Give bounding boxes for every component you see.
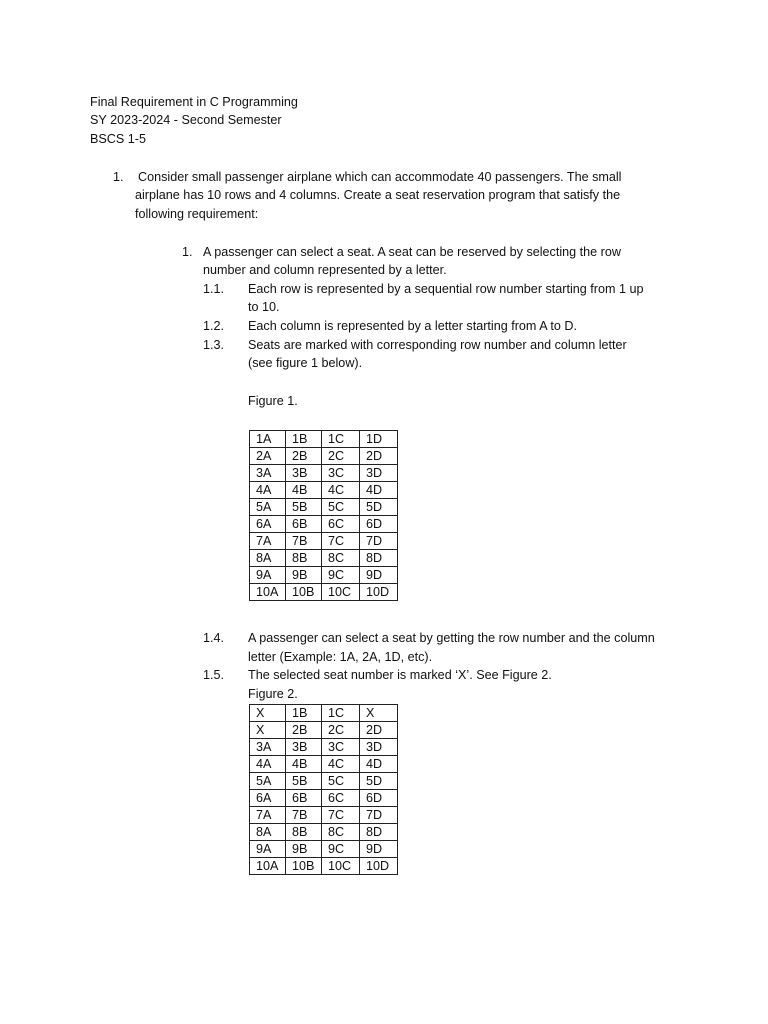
seat-cell: 3A: [250, 739, 286, 756]
semester-line: SY 2023-2024 - Second Semester: [90, 113, 282, 127]
subitem-number: 1.3.: [203, 338, 225, 352]
seat-cell: 8B: [286, 824, 322, 841]
seat-cell: 10A: [250, 858, 286, 875]
seat-cell: 2C: [322, 448, 360, 465]
seat-cell: 8D: [360, 824, 398, 841]
seat-cell: 5D: [360, 499, 398, 516]
seat-cell: 8A: [250, 550, 286, 567]
seat-cell: 9A: [250, 841, 286, 858]
subitem-line: A passenger can select a seat by getting the row number and the column: [248, 631, 655, 645]
seat-cell: 1A: [250, 431, 286, 448]
seat-cell: 1C: [322, 705, 360, 722]
subitem-line: Each row is represented by a sequential row number starting from 1 up: [248, 282, 644, 296]
problem-line: Consider small passenger airplane which can accommodate 40 passengers. The small: [138, 170, 622, 184]
subitem-number: 1.4.: [203, 631, 225, 645]
seat-row: [250, 516, 398, 533]
seat-row: [250, 739, 398, 756]
subitem-line: Seats are marked with corresponding row number and column letter: [248, 338, 627, 352]
subitem-line: Each column is represented by a letter starting from A to D.: [248, 319, 577, 333]
seat-cell: 2D: [360, 448, 398, 465]
seat-cell: 5B: [286, 773, 322, 790]
seat-cell: 7C: [322, 533, 360, 550]
seat-row: [250, 567, 398, 584]
seat-cell: 10C: [322, 584, 360, 601]
seat-row: [250, 465, 398, 482]
seat-cell: 4C: [322, 482, 360, 499]
seat-cell: 3A: [250, 465, 286, 482]
requirement-number: 1.: [182, 245, 193, 259]
seat-cell: 3D: [360, 465, 398, 482]
seat-cell: 10D: [360, 858, 398, 875]
subitem-line: letter (Example: 1A, 2A, 1D, etc).: [248, 650, 433, 664]
seat-cell: 7A: [250, 807, 286, 824]
problem-line: following requirement:: [135, 207, 259, 221]
seat-row: [250, 499, 398, 516]
seat-cell: 6B: [286, 790, 322, 807]
seat-cell: 3C: [322, 465, 360, 482]
seat-row: [250, 756, 398, 773]
figure2-caption: Figure 2.: [248, 687, 298, 701]
seat-cell: 1C: [322, 431, 360, 448]
seat-cell: 5D: [360, 773, 398, 790]
subitem-number: 1.1.: [203, 282, 225, 296]
seat-cell: 2D: [360, 722, 398, 739]
seat-row: [250, 841, 398, 858]
seat-cell: 1B: [286, 431, 322, 448]
seat-row: [250, 722, 398, 739]
seat-cell: 4B: [286, 482, 322, 499]
document-title: Final Requirement in C Programming: [90, 95, 298, 109]
seat-cell: 10D: [360, 584, 398, 601]
seat-cell: X: [360, 705, 398, 722]
seat-cell: 10B: [286, 858, 322, 875]
seat-row: [250, 807, 398, 824]
subitem-number: 1.2.: [203, 319, 225, 333]
seat-cell: X: [250, 722, 286, 739]
seat-cell: 1D: [360, 431, 398, 448]
seat-row: [250, 584, 398, 601]
seat-cell: 4A: [250, 756, 286, 773]
seat-cell: 3D: [360, 739, 398, 756]
seat-cell: 4A: [250, 482, 286, 499]
seat-cell: 2B: [286, 448, 322, 465]
seat-cell: 6C: [322, 516, 360, 533]
seat-cell: 10A: [250, 584, 286, 601]
seat-cell: 6D: [360, 516, 398, 533]
seat-cell: 9C: [322, 841, 360, 858]
seat-cell: 4C: [322, 756, 360, 773]
seat-row: [250, 448, 398, 465]
section-line: BSCS 1-5: [90, 132, 146, 146]
seat-cell: 3C: [322, 739, 360, 756]
seat-cell: 2B: [286, 722, 322, 739]
problem-number: 1.: [113, 170, 124, 184]
seat-cell: 5C: [322, 499, 360, 516]
seat-cell: 9D: [360, 841, 398, 858]
problem-line: airplane has 10 rows and 4 columns. Create a seat reservation program that satisfy the: [135, 188, 621, 202]
seat-cell: 4D: [360, 756, 398, 773]
seat-row: [250, 824, 398, 841]
seat-cell: 6A: [250, 790, 286, 807]
seat-cell: 2C: [322, 722, 360, 739]
seat-cell: 8C: [322, 824, 360, 841]
seat-cell: 10B: [286, 584, 322, 601]
requirement-line: number and column represented by a letter.: [203, 263, 447, 277]
figure1-seat-table: [249, 430, 398, 601]
seat-cell: 8A: [250, 824, 286, 841]
seat-cell: 5A: [250, 773, 286, 790]
seat-row: [250, 790, 398, 807]
seat-cell: 4D: [360, 482, 398, 499]
seat-row: [250, 482, 398, 499]
seat-cell: 7C: [322, 807, 360, 824]
seat-cell: 7D: [360, 807, 398, 824]
seat-row: [250, 533, 398, 550]
seat-cell: X: [250, 705, 286, 722]
figure2-seat-table: [249, 704, 398, 875]
seat-cell: 7A: [250, 533, 286, 550]
seat-cell: 9B: [286, 567, 322, 584]
seat-cell: 3B: [286, 465, 322, 482]
requirement-line: A passenger can select a seat. A seat can be reserved by selecting the row: [203, 245, 621, 259]
seat-cell: 6C: [322, 790, 360, 807]
seat-cell: 6D: [360, 790, 398, 807]
seat-cell: 9D: [360, 567, 398, 584]
subitem-number: 1.5.: [203, 668, 225, 682]
seat-cell: 7B: [286, 807, 322, 824]
seat-cell: 8C: [322, 550, 360, 567]
figure1-caption: Figure 1.: [248, 394, 298, 408]
seat-cell: 6B: [286, 516, 322, 533]
seat-cell: 5B: [286, 499, 322, 516]
subitem-line: to 10.: [248, 300, 280, 314]
seat-cell: 9C: [322, 567, 360, 584]
seat-cell: 1B: [286, 705, 322, 722]
subitem-line: The selected seat number is marked ‘X’. See Figure 2.: [248, 668, 552, 682]
seat-cell: 2A: [250, 448, 286, 465]
seat-cell: 4B: [286, 756, 322, 773]
seat-cell: 3B: [286, 739, 322, 756]
seat-cell: 9A: [250, 567, 286, 584]
seat-row: [250, 550, 398, 567]
seat-cell: 6A: [250, 516, 286, 533]
seat-cell: 5C: [322, 773, 360, 790]
seat-row: [250, 431, 398, 448]
subitem-line: (see figure 1 below).: [248, 356, 363, 370]
seat-row: [250, 773, 398, 790]
seat-cell: 8B: [286, 550, 322, 567]
seat-cell: 7D: [360, 533, 398, 550]
seat-cell: 7B: [286, 533, 322, 550]
seat-row: [250, 705, 398, 722]
seat-cell: 8D: [360, 550, 398, 567]
seat-cell: 10C: [322, 858, 360, 875]
seat-row: [250, 858, 398, 875]
seat-cell: 9B: [286, 841, 322, 858]
seat-cell: 5A: [250, 499, 286, 516]
